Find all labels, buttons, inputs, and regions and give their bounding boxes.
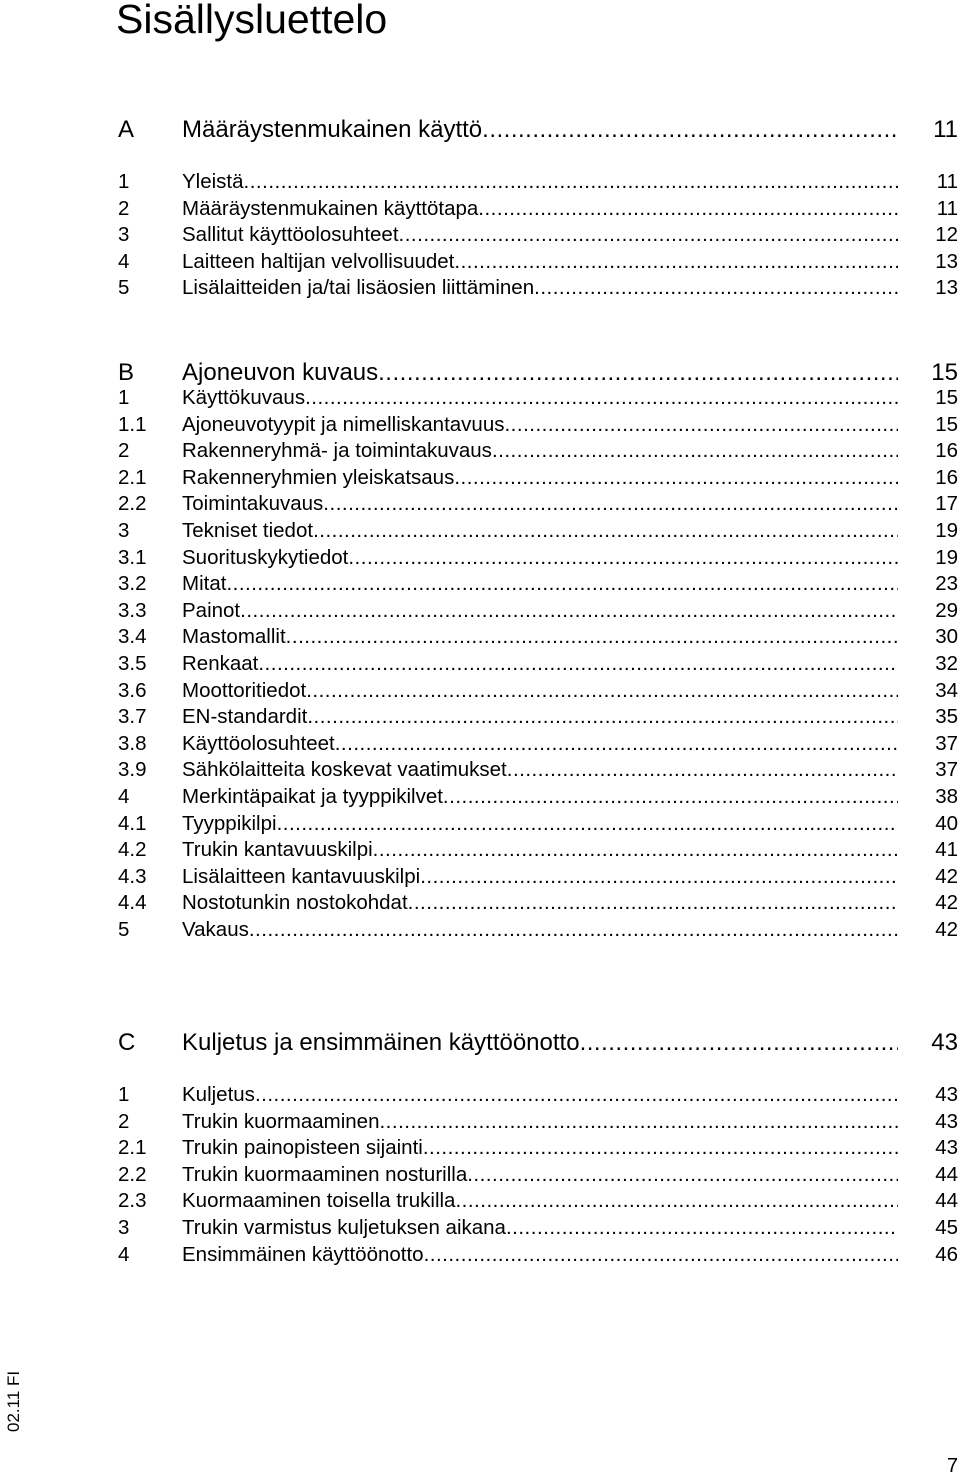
toc-entry[interactable] (118, 837, 958, 864)
toc-page: 19 (935, 518, 958, 542)
toc-number: 4.4 (118, 891, 147, 915)
toc-label: Toimintakuvaus (182, 492, 324, 516)
toc-entry[interactable] (118, 438, 958, 465)
toc-section-heading[interactable] (118, 360, 958, 387)
toc-number: A (118, 116, 135, 143)
toc-entry[interactable] (118, 624, 958, 651)
toc-page: 38 (935, 784, 958, 808)
toc-number: 2.1 (118, 1136, 147, 1160)
toc-section-a (118, 117, 958, 144)
toc-page: 34 (935, 678, 958, 702)
toc-label: Käyttöolosuhteet (182, 731, 335, 755)
toc-page: 29 (935, 598, 958, 622)
toc-label: EN-standardit (182, 705, 308, 729)
toc-entry[interactable] (118, 1109, 958, 1136)
toc-number: 4.1 (118, 811, 147, 835)
toc-label: Moottoritiedot (182, 678, 307, 702)
toc-page: 46 (935, 1242, 958, 1266)
toc-page: 12 (935, 223, 958, 247)
toc-number: 3 (118, 518, 130, 542)
toc-label: Merkintäpaikat ja tyyppikilvet (182, 784, 443, 808)
toc-number: 2.2 (118, 492, 147, 516)
toc-label: Vakaus (182, 917, 249, 941)
toc-entry[interactable] (118, 385, 958, 412)
toc-number: 3.5 (118, 651, 147, 675)
toc-page: 37 (935, 731, 958, 755)
toc-number: 3.6 (118, 678, 147, 702)
toc-entry[interactable] (118, 917, 958, 944)
toc-number: 5 (118, 276, 130, 300)
toc-number: 3.9 (118, 758, 147, 782)
toc-number: 2 (118, 196, 130, 220)
toc-label: Rakenneryhmä- ja toimintakuvaus (182, 439, 492, 463)
toc-page: 13 (935, 249, 958, 273)
toc-entry[interactable] (118, 1242, 958, 1269)
toc-label: Ajoneuvotyypit ja nimelliskantavuus (182, 412, 505, 436)
toc-number: 1 (118, 386, 130, 409)
toc-label: Renkaat (182, 651, 259, 675)
toc-entry[interactable] (118, 1135, 958, 1162)
toc-label: Sähkölaitteita koskevat vaatimukset (182, 758, 507, 782)
toc-section-heading[interactable] (118, 117, 958, 144)
toc-label: Ensimmäinen käyttöönotto (182, 1242, 424, 1266)
toc-entry[interactable] (118, 731, 958, 758)
toc-page: 44 (935, 1162, 958, 1186)
toc-label: Laitteen haltijan velvollisuudet (182, 249, 455, 273)
toc-page: 32 (935, 651, 958, 675)
toc-label: Suorituskykytiedot (182, 545, 349, 569)
toc-page: 43 (935, 1083, 958, 1106)
toc-number: 3 (118, 223, 130, 247)
toc-number: 2 (118, 439, 130, 463)
toc-number: 3.1 (118, 545, 147, 569)
toc-entry[interactable] (118, 890, 958, 917)
toc-entry[interactable] (118, 864, 958, 891)
toc-page: 42 (935, 864, 958, 888)
toc-number: 4 (118, 249, 130, 273)
toc-label: Yleistä (182, 170, 244, 193)
page-title: Sisällysluettelo (116, 0, 388, 42)
toc-entry[interactable] (118, 196, 958, 223)
toc-list-c (118, 1082, 958, 1268)
toc-page: 16 (935, 465, 958, 489)
toc-entry[interactable] (118, 1082, 958, 1109)
toc-label: Trukin varmistus kuljetuksen aikana (182, 1215, 506, 1239)
page-number: 7 (946, 1455, 958, 1477)
toc-entry[interactable] (118, 275, 958, 302)
toc-page: 16 (935, 439, 958, 463)
toc-label: Painot (182, 598, 241, 622)
toc-page: 44 (935, 1189, 958, 1213)
toc-section-heading[interactable] (118, 1030, 958, 1057)
toc-number: 5 (118, 917, 130, 941)
toc-number: 3 (118, 1215, 130, 1239)
toc-page: 43 (935, 1109, 958, 1133)
toc-number: 1.1 (118, 412, 147, 436)
toc-number: 2 (118, 1109, 130, 1133)
toc-label: Käyttökuvaus (182, 386, 306, 409)
toc-entry[interactable] (118, 651, 958, 678)
toc-number: 3.4 (118, 625, 147, 649)
toc-label: Kuljetus (182, 1083, 255, 1106)
toc-number: B (118, 359, 135, 386)
toc-entry[interactable] (118, 169, 958, 196)
toc-entry[interactable] (118, 491, 958, 518)
toc-list-a (118, 169, 958, 302)
toc-entry[interactable] (118, 465, 958, 492)
toc-page: 30 (935, 625, 958, 649)
toc-page: 15 (931, 359, 958, 386)
toc-entry[interactable] (118, 598, 958, 625)
toc-entry[interactable] (118, 1188, 958, 1215)
toc-label: Lisälaitteiden ja/tai lisäosien liittäminen (182, 276, 535, 300)
toc-entry[interactable] (118, 784, 958, 811)
toc-label: Kuljetus ja ensimmäinen käyttöönotto (182, 1030, 580, 1056)
toc-number: 1 (118, 170, 130, 193)
toc-entry[interactable] (118, 571, 958, 598)
toc-label: Määräystenmukainen käyttö (182, 117, 483, 143)
toc-number: 3.7 (118, 705, 147, 729)
toc-page: 42 (935, 917, 958, 941)
toc-entry[interactable] (118, 757, 958, 784)
toc-page: 43 (935, 1136, 958, 1160)
toc-entry[interactable] (118, 1162, 958, 1189)
toc-number: 4.3 (118, 864, 147, 888)
toc-section-b (118, 360, 958, 387)
toc-section-c (118, 1030, 958, 1057)
toc-entry[interactable] (118, 518, 958, 545)
toc-page: 43 (931, 1029, 958, 1056)
toc-number: C (118, 1029, 136, 1056)
toc-number: 1 (118, 1083, 130, 1106)
toc-page: 41 (935, 838, 958, 862)
toc-page: 23 (935, 572, 958, 596)
toc-number: 2.2 (118, 1162, 147, 1186)
toc-entry[interactable] (118, 704, 958, 731)
toc-label: Trukin kuormaaminen (182, 1109, 380, 1133)
toc-label: Trukin kantavuuskilpi (182, 838, 373, 862)
toc-entry[interactable] (118, 811, 958, 838)
toc-number: 4.2 (118, 838, 147, 862)
toc-page: 17 (935, 492, 958, 516)
toc-entry[interactable] (118, 1215, 958, 1242)
toc-page: 15 (935, 412, 958, 436)
toc-label: Lisälaitteen kantavuuskilpi (182, 864, 421, 888)
toc-page: 11 (936, 196, 958, 220)
toc-page: 42 (935, 891, 958, 915)
toc-number: 4 (118, 784, 130, 808)
toc-entry[interactable] (118, 249, 958, 276)
toc-page: 35 (935, 705, 958, 729)
toc-number: 4 (118, 1242, 130, 1266)
toc-label: Määräystenmukainen käyttötapa (182, 196, 479, 220)
toc-page: 11 (933, 116, 958, 143)
toc-number: 2.1 (118, 465, 147, 489)
toc-label: Ajoneuvon kuvaus (182, 360, 379, 386)
toc-page: 13 (935, 276, 958, 300)
toc-entry[interactable] (118, 412, 958, 439)
toc-page: 15 (935, 386, 958, 409)
toc-entry[interactable] (118, 678, 958, 705)
toc-label: Kuormaaminen toisella trukilla (182, 1189, 456, 1213)
toc-number: 2.3 (118, 1189, 147, 1213)
toc-number: 3.2 (118, 572, 147, 596)
toc-page: 11 (936, 170, 958, 193)
toc-entry[interactable] (118, 222, 958, 249)
toc-page: 45 (935, 1215, 958, 1239)
toc-page: 37 (935, 758, 958, 782)
toc-number: 3.8 (118, 731, 147, 755)
toc-label: Sallitut käyttöolosuhteet (182, 223, 399, 247)
toc-label: Mitat (182, 572, 227, 596)
toc-page: 19 (935, 545, 958, 569)
toc-label: Nostotunkin nostokohdat (182, 891, 408, 915)
toc-label: Mastomallit (182, 625, 286, 649)
toc-list-b (118, 385, 958, 943)
document-code: 02.11 FI (4, 1370, 23, 1432)
toc-label: Rakenneryhmien yleiskatsaus (182, 465, 455, 489)
toc-number: 3.3 (118, 598, 147, 622)
toc-entry[interactable] (118, 545, 958, 572)
toc-label: Tekniset tiedot (182, 518, 314, 542)
toc-label: Tyyppikilpi (182, 811, 277, 835)
toc-page: 40 (935, 811, 958, 835)
toc-label: Trukin painopisteen sijainti (182, 1136, 423, 1160)
toc-label: Trukin kuormaaminen nosturilla (182, 1162, 468, 1186)
